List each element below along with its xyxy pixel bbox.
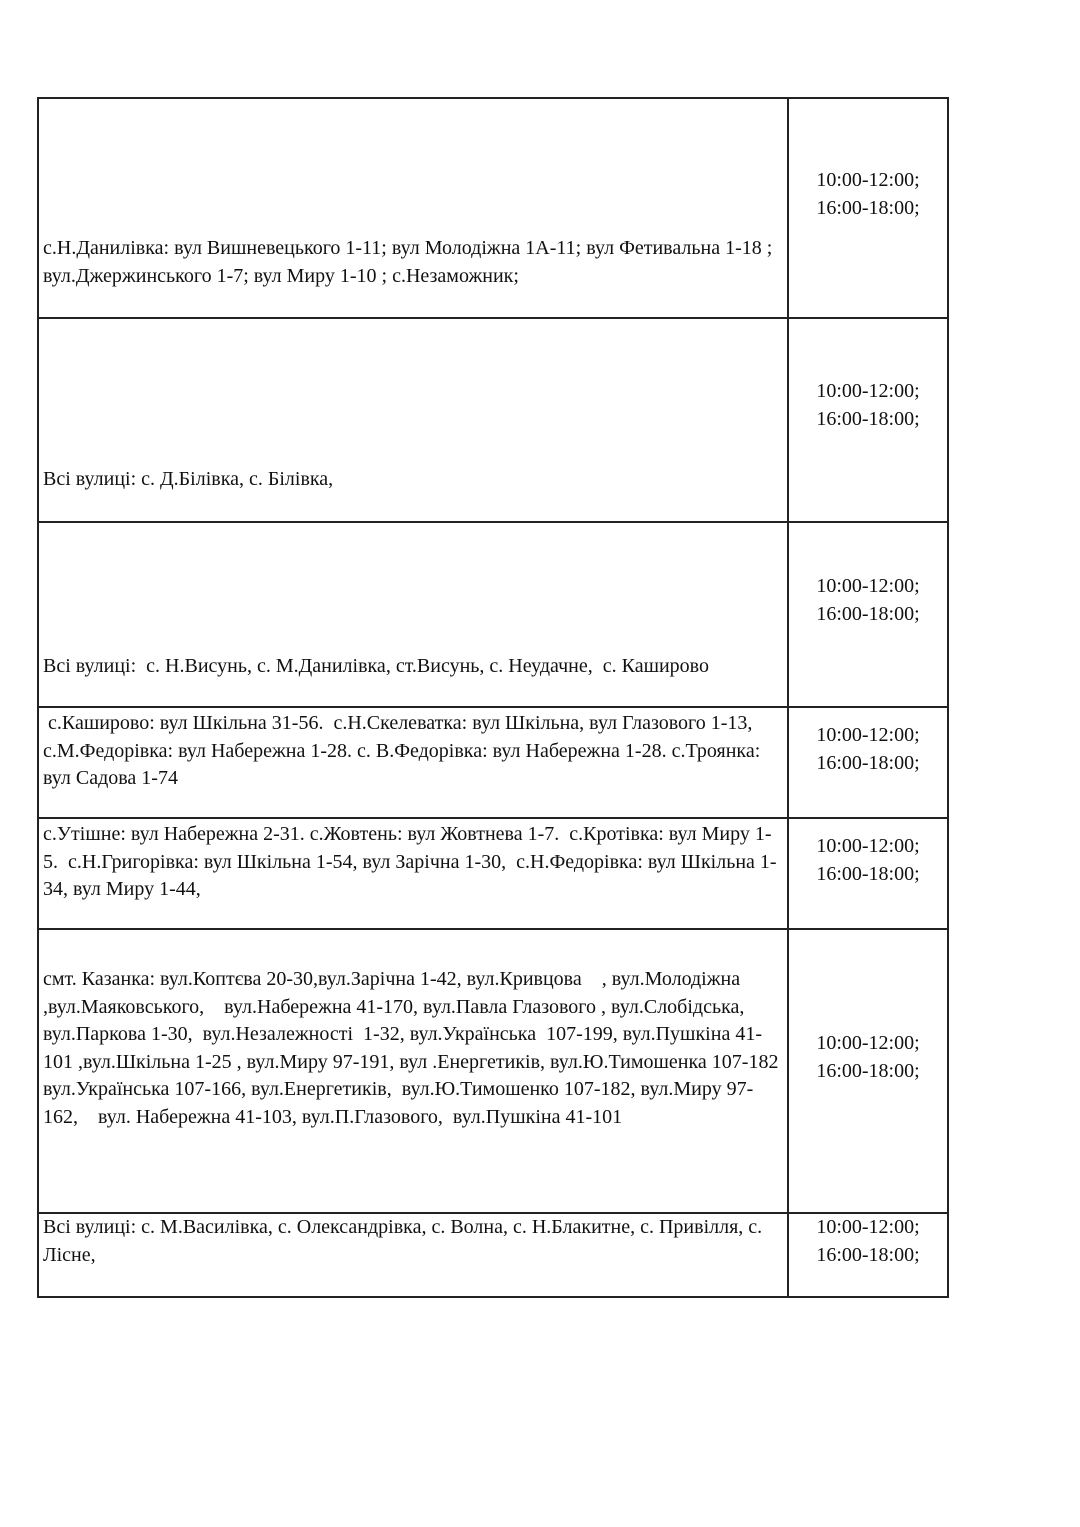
- time-cell: [788, 929, 948, 1213]
- address-text: с.Каширово: вул Шкільна 31-56. с.Н.Скелеватка: вул Шкільна, вул Глазового 1-13, с.М.Федорівка: вул Набережна 1-28. с. В.Федорівка: вул Набережна 1-28. с.Троянка: вул Садова 1-74: [43, 712, 766, 789]
- time-cell: [788, 1213, 948, 1297]
- table-row: [38, 98, 948, 318]
- time-slot-afternoon: 16:00-18:00;: [816, 751, 920, 774]
- schedule-table-body: [38, 98, 948, 1297]
- time-slot-morning: 10:00-12:00;: [816, 835, 920, 857]
- address-cell: [38, 98, 788, 318]
- time-slot-morning: 10:00-12:00;: [816, 1032, 920, 1054]
- address-text: с.Утішне: вул Набережна 2-31. с.Жовтень: вул Жовтнева 1-7. с.Кротівка: вул Миру 1-5. с.Н.Григорівка: вул Шкільна 1-54, вул Зарічна 1-30, с.Н.Федорівка: вул Шкільна 1-34, вул Миру 1-44,: [43, 823, 777, 900]
- time-cell: [788, 522, 948, 707]
- time-cell: [788, 707, 948, 818]
- table-row: [38, 707, 948, 818]
- address-cell: [38, 929, 788, 1213]
- table-row: [38, 522, 948, 707]
- address-cell: [38, 318, 788, 522]
- address-text: Всі вулиці: с. М.Василівка, с. Олександрівка, с. Волна, с. Н.Блакитне, с. Привілля, с. Лісне,: [43, 1216, 768, 1266]
- address-text: смт. Казанка: вул.Коптєва 20-30,вул.Зарічна 1-42, вул.Кривцова , вул.Молодіжна ,вул.Маяковського, вул.Набережна 41-170, вул.Павла Глазового , вул.Слобідська, вул.Паркова 1-30, вул.Незалежності 1-32, вул.Українська 107-199, вул.Пушкіна 41-101 ,вул.Шкільна 1-25 , вул.Миру 97-191, вул .Енергетиків, вул.Ю.Тимошенка 107-182 вул.Українська 107-166, вул.Енергетиків, вул.Ю.Тимошенко 107-182, вул.Миру 97-162, вул. Набережна 41-103, вул.П.Глазового, вул.Пушкіна 41-101: [43, 968, 779, 1128]
- outage-schedule-table: [37, 97, 949, 1298]
- time-slot-morning: 10:00-12:00;: [816, 724, 920, 746]
- time-slot-afternoon: 16:00-18:00;: [816, 196, 920, 219]
- time-slot-afternoon: 16:00-18:00;: [816, 407, 920, 430]
- time-slot-afternoon: 16:00-18:00;: [816, 1059, 920, 1082]
- address-text: с.Н.Данилівка: вул Вишневецького 1-11; вул Молодіжна 1А-11; вул Фетивальна 1-18 ; вул.Джержинського 1-7; вул Миру 1-10 ; с.Незаможник;: [43, 237, 778, 287]
- time-slot-morning: 10:00-12:00;: [816, 169, 920, 191]
- time-slot-afternoon: 16:00-18:00;: [816, 862, 920, 885]
- time-cell: [788, 318, 948, 522]
- time-slot-afternoon: 16:00-18:00;: [816, 1243, 920, 1266]
- address-cell: [38, 818, 788, 929]
- time-cell: [788, 818, 948, 929]
- address-cell: [38, 1213, 788, 1297]
- address-text: Всі вулиці: с. Д.Білівка, с. Білівка,: [43, 467, 334, 490]
- table-row: [38, 318, 948, 522]
- time-slot-morning: 10:00-12:00;: [816, 380, 920, 402]
- time-slot-morning: 10:00-12:00;: [816, 575, 920, 597]
- table-row: [38, 1213, 948, 1297]
- table-row: [38, 929, 948, 1213]
- time-cell: [788, 98, 948, 318]
- time-slot-morning: 10:00-12:00;: [816, 1216, 920, 1238]
- time-slot-afternoon: 16:00-18:00;: [816, 602, 920, 625]
- address-text: Всі вулиці: с. Н.Висунь, с. М.Данилівка, ст.Висунь, с. Неудачне, с. Каширово: [43, 654, 709, 677]
- table-row: [38, 818, 948, 929]
- address-cell: [38, 707, 788, 818]
- address-cell: [38, 522, 788, 707]
